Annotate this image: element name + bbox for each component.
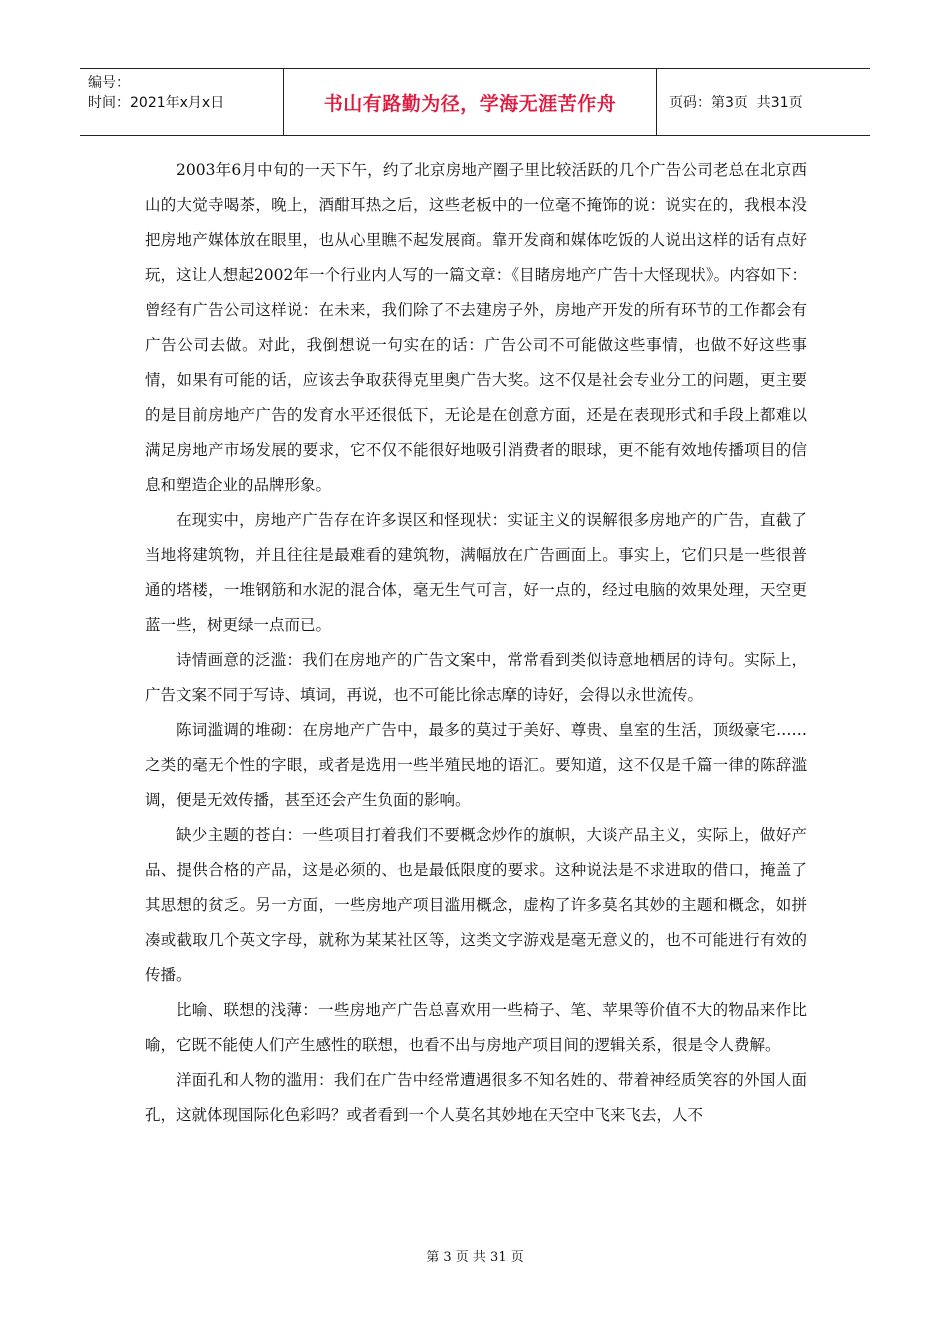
header-meta [80, 69, 283, 135]
header-motto: 书山有路勤为径，学海无涯苦作舟 [283, 69, 657, 135]
paragraph: 陈词滥调的堆砌：在房地产广告中，最多的莫过于美好、尊贵、皇室的生活，顶级豪宅……之类的毫无个性的字眼，或者是选用一些半殖民地的语汇。要知道，这不仅是千篇一律的陈辞滥调，便是无效传播，甚至还会产生负面的影响。 [145, 721, 807, 809]
paragraph: 比喻、联想的浅薄：一些房地产广告总喜欢用一些椅子、笔、苹果等价值不大的物品来作比喻，它既不能使人们产生感性的联想，也看不出与房地产项目间的逻辑关系，很是令人费解。 [145, 1001, 807, 1054]
document-body [145, 153, 807, 1133]
paragraph: 洋面孔和人物的滥用：我们在广告中经常遭遇很多不知名姓的、带着神经质笑容的外国人面孔，这就体现国际化色彩吗？或者看到一个人莫名其妙地在天空中飞来飞去，人不 [145, 1071, 807, 1124]
date-label: 时间：2021年x月x日 [88, 95, 225, 111]
paragraph: 2003年6月中旬的一天下午，约了北京房地产圈子里比较活跃的几个广告公司老总在北京西山的大觉寺喝茶，晚上，酒酣耳热之后，这些老板中的一位毫不掩饰的说：说实在的，我根本没把房地产媒体放在眼里，也从心里瞧不起发展商。靠开发商和媒体吃饭的人说出这样的话有点好玩，这让人想起2002年一个行业内人写的一篇文章：《目睹房地产广告十大怪现状》。内容如下：曾经有广告公司这样说：在未来，我们除了不去建房子外，房地产开发的所有环节的工作都会有广告公司去做。对此，我倒想说一句实在的话：广告公司不可能做这些事情，也做不好这些事情，如果有可能的话，应该去争取获得克里奥广告大奖。这不仅是社会专业分工的问题，更主要的是目前房地产广告的发育水平还很低下，无论是在创意方面，还是在表现形式和手段上都难以满足房地产市场发展的要求，它不仅不能很好地吸引消费者的眼球，更不能有效地传播项目的信息和塑造企业的品牌形象。 [145, 161, 807, 494]
header-page-info: 页码：第3页 共31页 [669, 95, 803, 111]
number-label: 编号： [88, 75, 130, 91]
page-footer: 第 3 页 共 31 页 [426, 1250, 524, 1265]
paragraph: 诗情画意的泛滥：我们在房地产的广告文案中，常常看到类似诗意地栖居的诗句。实际上，广告文案不同于写诗、填词，再说，也不可能比徐志摩的诗好，会得以永世流传。 [145, 651, 807, 704]
paragraph: 在现实中，房地产广告存在许多误区和怪现状：实证主义的误解很多房地产的广告，直截了当地将建筑物，并且往往是最难看的建筑物，满幅放在广告画面上。事实上，它们只是一些很普通的塔楼，一堆钢筋和水泥的混合体，毫无生气可言，好一点的，经过电脑的效果处理，天空更蓝一些，树更绿一点而已。 [145, 511, 807, 634]
document-header [80, 68, 870, 136]
paragraph: 缺少主题的苍白：一些项目打着我们不要概念炒作的旗帜，大谈产品主义，实际上，做好产品、提供合格的产品，这是必须的、也是最低限度的要求。这种说法是不求进取的借口，掩盖了其思想的贫乏。另一方面，一些房地产项目滥用概念，虚构了许多莫名其妙的主题和概念，如拼凑或截取几个英文字母，就称为某某社区等，这类文字游戏是毫无意义的，也不可能进行有效的传播。 [145, 826, 807, 984]
